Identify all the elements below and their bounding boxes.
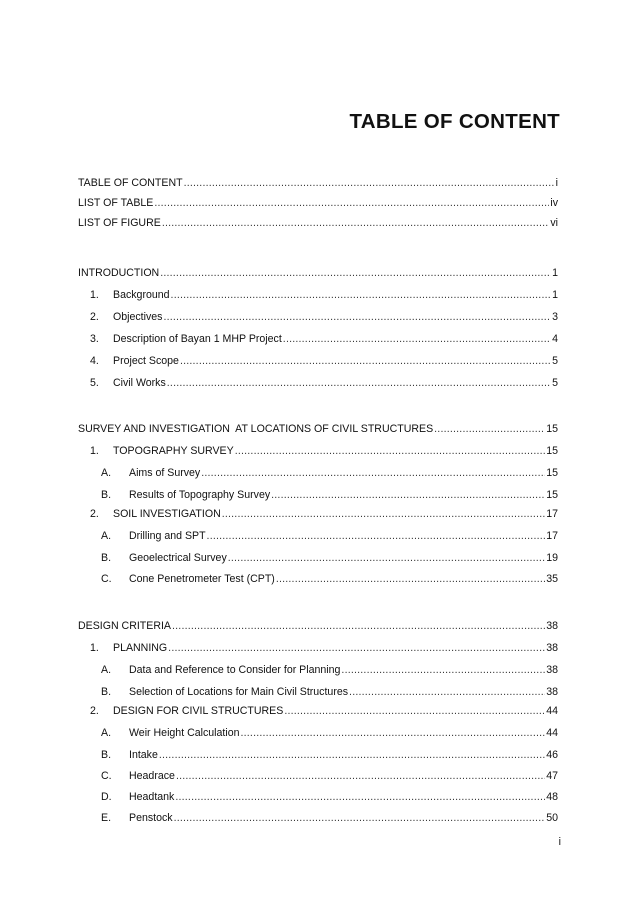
toc-number: 4. [90,355,99,367]
toc-chapter[interactable] [0,420,638,438]
dot-leader [168,639,545,657]
toc-chapter[interactable] [0,264,638,282]
dot-leader [180,352,551,370]
toc-page: 19 [546,552,558,564]
toc-subentry[interactable] [0,527,638,545]
toc-page: 5 [552,377,558,389]
toc-subentry[interactable] [0,464,638,482]
toc-label: Selection of Locations for Main Civil Structures [129,686,349,698]
dot-leader [222,505,545,523]
toc-page: 15 [546,423,558,435]
toc-number: 5. [90,377,99,389]
toc-label: Project Scope [113,355,179,367]
toc-label: Headtank [129,791,175,803]
toc-entry[interactable] [0,639,638,657]
toc-entry[interactable] [0,308,638,326]
toc-label: TABLE OF CONTENT [78,177,183,189]
dot-leader [341,661,545,679]
dot-leader [276,570,545,588]
toc-label: Intake [129,749,158,761]
toc-subentry[interactable] [0,661,638,679]
toc-page: 4 [552,333,558,345]
dot-leader [174,809,546,827]
toc-page: 50 [546,812,558,824]
dot-leader [207,527,546,545]
toc-number: B. [101,686,112,698]
toc-label: Weir Height Calculation [129,727,240,739]
toc-entry[interactable] [0,330,638,348]
toc-number: 1. [90,445,99,457]
toc-number: C. [101,770,112,782]
toc-page: 17 [546,508,558,520]
toc-subentry[interactable] [0,570,638,588]
toc-entry[interactable] [0,174,638,192]
dot-leader [184,174,555,192]
toc-subentry[interactable] [0,486,638,504]
toc-page: 38 [546,686,558,698]
page-title: TABLE OF CONTENT [349,110,560,133]
toc-number: 1. [90,289,99,301]
toc-page: 1 [552,267,558,279]
toc-subentry[interactable] [0,724,638,742]
toc-label: INTRODUCTION [78,267,160,279]
toc-number: B. [101,489,112,501]
toc-subentry[interactable] [0,767,638,785]
toc-entry[interactable] [0,194,638,212]
toc-label: LIST OF TABLE [78,197,154,209]
toc-entry[interactable] [0,352,638,370]
toc-page: 48 [546,791,558,803]
dot-leader [271,486,545,504]
toc-entry[interactable] [0,505,638,523]
toc-label: Civil Works [113,377,166,389]
toc-entry[interactable] [0,442,638,460]
toc-label: Objectives [113,311,163,323]
toc-page: 47 [546,770,558,782]
dot-leader [171,286,552,304]
toc-page: 15 [546,489,558,501]
toc-page: 15 [546,467,558,479]
toc-page: 1 [552,289,558,301]
toc-subentry[interactable] [0,683,638,701]
toc-label: Geoelectrical Survey [129,552,227,564]
toc-number: 2. [90,508,99,520]
dot-leader [241,724,546,742]
dot-leader [349,683,545,701]
toc-page: iv [550,197,558,209]
toc-subentry[interactable] [0,746,638,764]
toc-label: Description of Bayan 1 MHP Project [113,333,282,345]
dot-leader [434,420,545,438]
toc-label: SURVEY AND INVESTIGATION AT LOCATIONS OF CIVIL STRUCTURES [78,423,434,435]
toc-page: 38 [546,664,558,676]
toc-number: 1. [90,642,99,654]
dot-leader [175,788,545,806]
dot-leader [160,264,551,282]
toc-entry[interactable] [0,286,638,304]
toc-page: 44 [546,727,558,739]
toc-label: Penstock [129,812,173,824]
toc-label: LIST OF FIGURE [78,217,161,229]
dot-leader [283,330,551,348]
toc-number: B. [101,552,112,564]
dot-leader [163,308,551,326]
toc-entry[interactable] [0,374,638,392]
toc-number: C. [101,573,112,585]
toc-label: Headrace [129,770,175,782]
toc-label: Data and Reference to Consider for Planning [129,664,341,676]
toc-label: Drilling and SPT [129,530,206,542]
toc-label: SOIL INVESTIGATION [113,508,221,520]
toc-label: Aims of Survey [129,467,201,479]
dot-leader [284,702,545,720]
toc-number: D. [101,791,112,803]
toc-page: 5 [552,355,558,367]
toc-number: A. [101,530,112,542]
toc-page: 46 [546,749,558,761]
dot-leader [201,464,545,482]
toc-page: i [555,177,558,189]
toc-number: A. [101,467,112,479]
toc-label: Results of Topography Survey [129,489,271,501]
toc-chapter[interactable] [0,617,638,635]
toc-number: 2. [90,705,99,717]
toc-page: 3 [552,311,558,323]
toc-number: A. [101,727,112,739]
toc-number: 3. [90,333,99,345]
toc-label: Cone Penetrometer Test (CPT) [129,573,275,585]
dot-leader [228,549,545,567]
toc-page: 38 [546,620,558,632]
toc-label: DESIGN FOR CIVIL STRUCTURES [113,705,284,717]
toc-number: A. [101,664,112,676]
toc-subentry[interactable] [0,788,638,806]
page-number: i [558,836,561,848]
toc-label: TOPOGRAPHY SURVEY [113,445,234,457]
toc-label: Background [113,289,170,301]
toc-label: PLANNING [113,642,168,654]
toc-subentry[interactable] [0,809,638,827]
toc-number: 2. [90,311,99,323]
dot-leader [235,442,546,460]
dot-leader [176,767,545,785]
toc-entry[interactable] [0,214,638,232]
toc-page: 44 [546,705,558,717]
dot-leader [162,214,550,232]
toc-entry[interactable] [0,702,638,720]
toc-subentry[interactable] [0,549,638,567]
toc-page: 38 [546,642,558,654]
toc-page: 35 [546,573,558,585]
dot-leader [154,194,549,212]
toc-page: vi [550,217,558,229]
dot-leader [172,617,545,635]
toc-number: E. [101,812,112,824]
toc-number: B. [101,749,112,761]
toc-page: 15 [546,445,558,457]
toc-label: DESIGN CRITERIA [78,620,172,632]
dot-leader [159,746,545,764]
toc-page: 17 [546,530,558,542]
dot-leader [167,374,551,392]
